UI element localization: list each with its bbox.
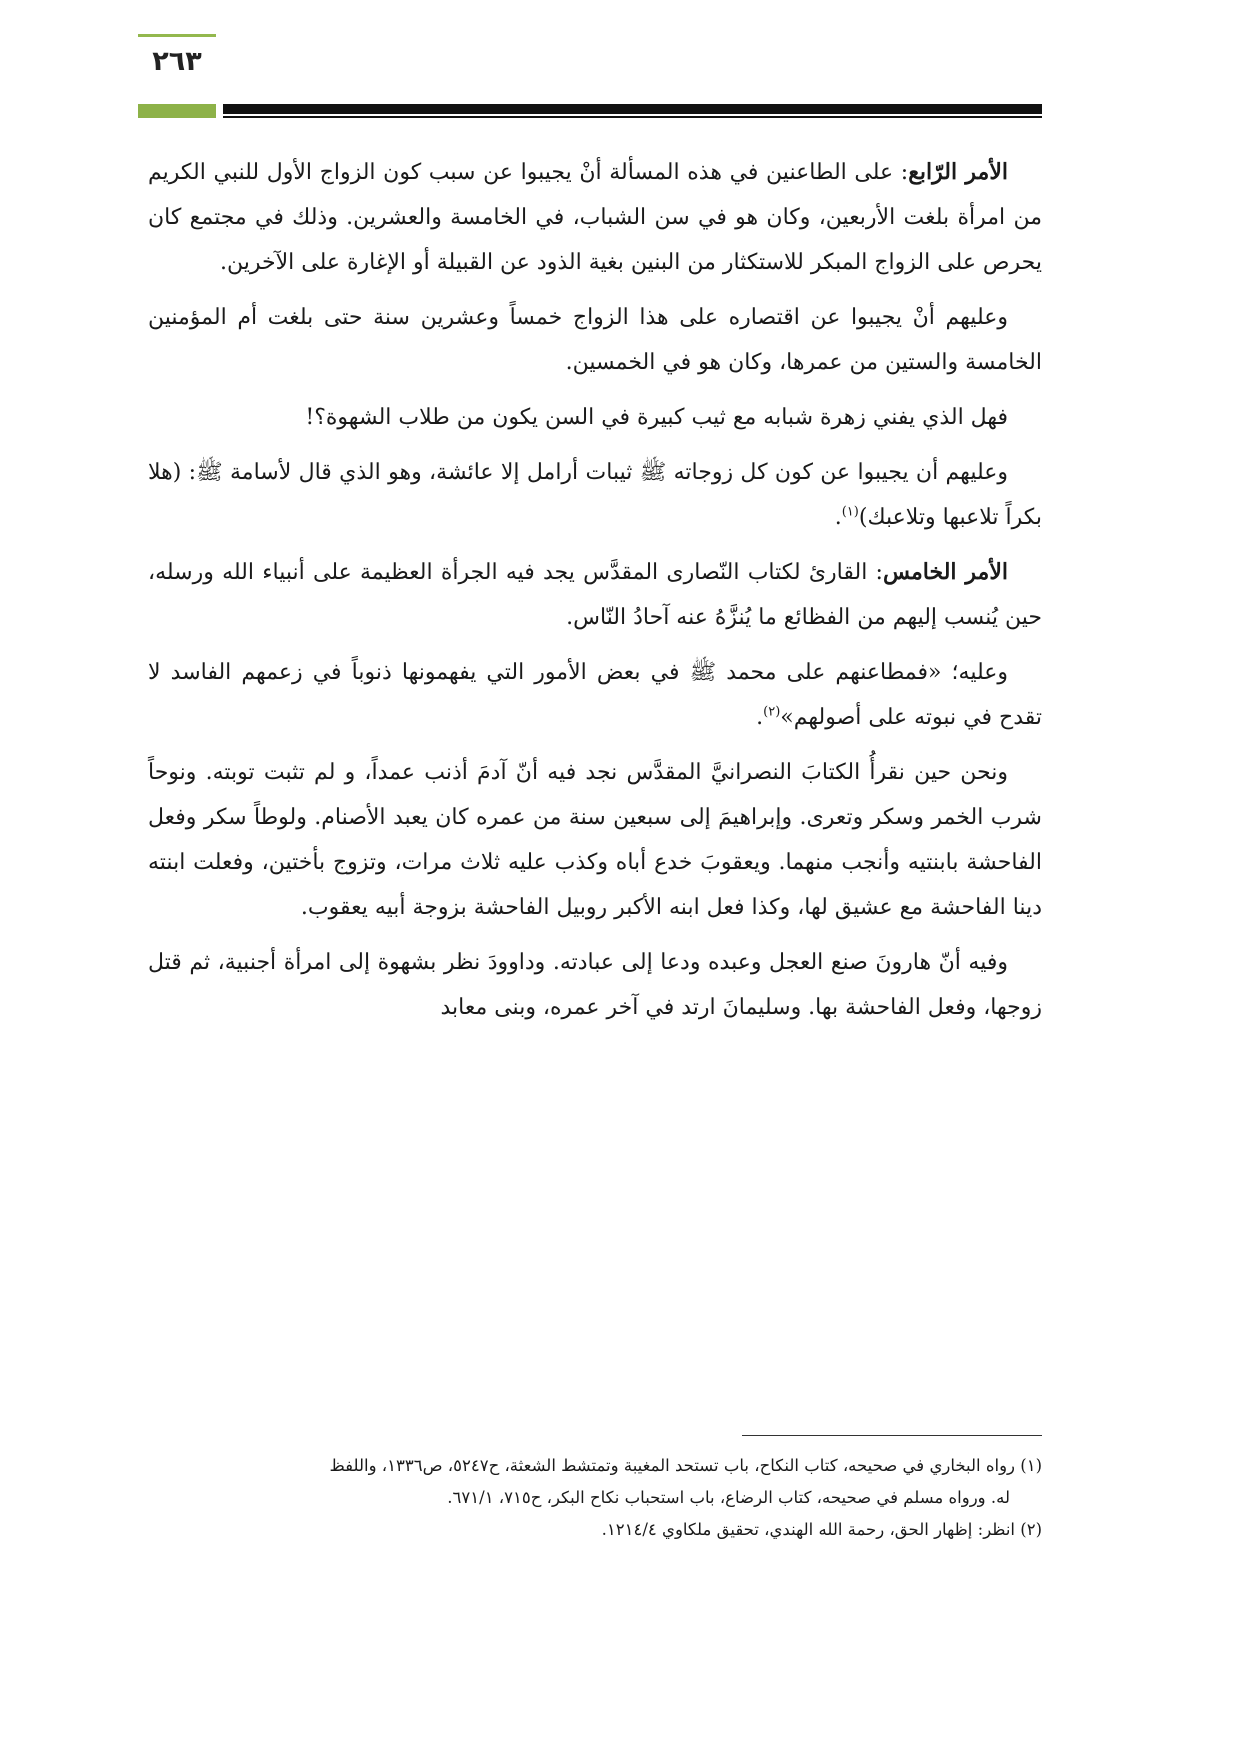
paragraph: فهل الذي يفني زهرة شبابه مع ثيب كبيرة في السن يكون من طلاب الشهوة؟! <box>305 405 1008 430</box>
footnote-1-continuation: له. ورواه مسلم في صحيحه، كتاب الرضاع، باب استحباب نكاح البكر، ح٧١٥، ٦٧١/١. <box>447 1488 1010 1507</box>
footnote-2: (٢) انظر: إظهار الحق، رحمة الله الهندي، تحقيق ملكاوي ١٢١٤/٤. <box>601 1520 1042 1539</box>
footnote-ref[interactable]: (١) <box>841 504 859 520</box>
header-accent-line <box>138 34 216 37</box>
footnote-1: (١) رواه البخاري في صحيحه، كتاب النكاح، باب تستحد المغيبة وتمتشط الشعثة، ح٥٢٤٧، ص١٣٣٦، واللفظ <box>329 1456 1042 1475</box>
section-lead: الأمر الرّابع <box>908 159 1008 185</box>
paragraph-end: . <box>834 505 842 530</box>
paragraph-with-footnote <box>148 650 1042 740</box>
page-number: ٢٦٣ <box>152 46 202 77</box>
paragraph: وعليهم أنْ يجيبوا عن اقتصاره على هذا الزواج خمساً وعشرين سنة حتى بلغت أم المؤمنين الخامسة والستين من عمرها، وكان هو في الخمسين. <box>148 305 1042 375</box>
paragraph-with-footnote <box>148 450 1042 540</box>
paragraph-text: : القارئ لكتاب النّصارى المقدَّس يجد فيه الجرأة العظيمة على أنبياء الله ورسله، حين يُنسب إليهم من الفظائع ما يُنزَّهُ عنه آحادُ النّاس. <box>148 560 1042 630</box>
paragraph-text: وعليهم أن يجيبوا عن كون كل زوجاته ﷺ ثيبات أرامل إلا عائشة، وهو الذي قال لأسامة ﷺ: (هلا بكراً تلاعبها وتلاعبك) <box>148 460 1042 530</box>
paragraph: وفيه أنّ هارونَ صنع العجل وعبده ودعا إلى عبادته. وداوودَ نظر بشهوة إلى امرأة أجنبية، ثم قتل زوجها، وفعل الفاحشة بها. وسليمانَ ارتد في آخر عمره، وبنى معابد <box>148 950 1042 1020</box>
paragraph-end: . <box>756 705 764 730</box>
header-black-bar <box>223 104 1042 114</box>
paragraph-fourth-matter <box>148 150 1042 285</box>
footnote-separator <box>742 1435 1042 1436</box>
paragraph-fifth-matter <box>148 550 1042 640</box>
footnote-ref[interactable]: (٢) <box>763 704 781 720</box>
header-black-thin-line <box>223 116 1042 118</box>
paragraph-text: : على الطاعنين في هذه المسألة أنْ يجيبوا عن سبب كون الزواج الأول للنبي الكريم من امرأة بلغت الأربعين، وكان هو في سن الشباب، في الخامسة والعشرين. وذلك في مجتمع كان يحرص على الزواج المبكر للاستكثار من البنين بغية الذود عن القبيلة أو الإغارة على الآخرين. <box>148 160 1042 275</box>
section-lead: الأمر الخامس <box>882 559 1008 585</box>
footnotes <box>148 1450 1042 1546</box>
paragraph-text: وعليه؛ «فمطاعنهم على محمد ﷺ في بعض الأمور التي يفهمونها ذنوباً في زعمهم الفاسد لا تقدح في نبوته على أصولهم» <box>148 660 1042 730</box>
main-text <box>148 150 1042 1040</box>
header-green-bar <box>138 104 216 118</box>
paragraph: ونحن حين نقرأُ الكتابَ النصرانيَّ المقدَّس نجد فيه أنّ آدمَ أذنب عمداً، و لم تثبت توبته. ونوحاً شرب الخمر وسكر وتعرى. وإبراهيمَ إلى سبعين سنة من عمره كان يعبد الأصنام. ولوطاً سكر وفعل الفاحشة بابنتيه وأنجب منهما. ويعقوبَ خدع أباه وكذب عليه ثلاث مرات، وتزوج بأختين، وفعلت ابنته دينا الفاحشة مع عشيق لها، وكذا فعل ابنه الأكبر روبيل الفاحشة بزوجة أبيه يعقوب. <box>148 760 1042 920</box>
